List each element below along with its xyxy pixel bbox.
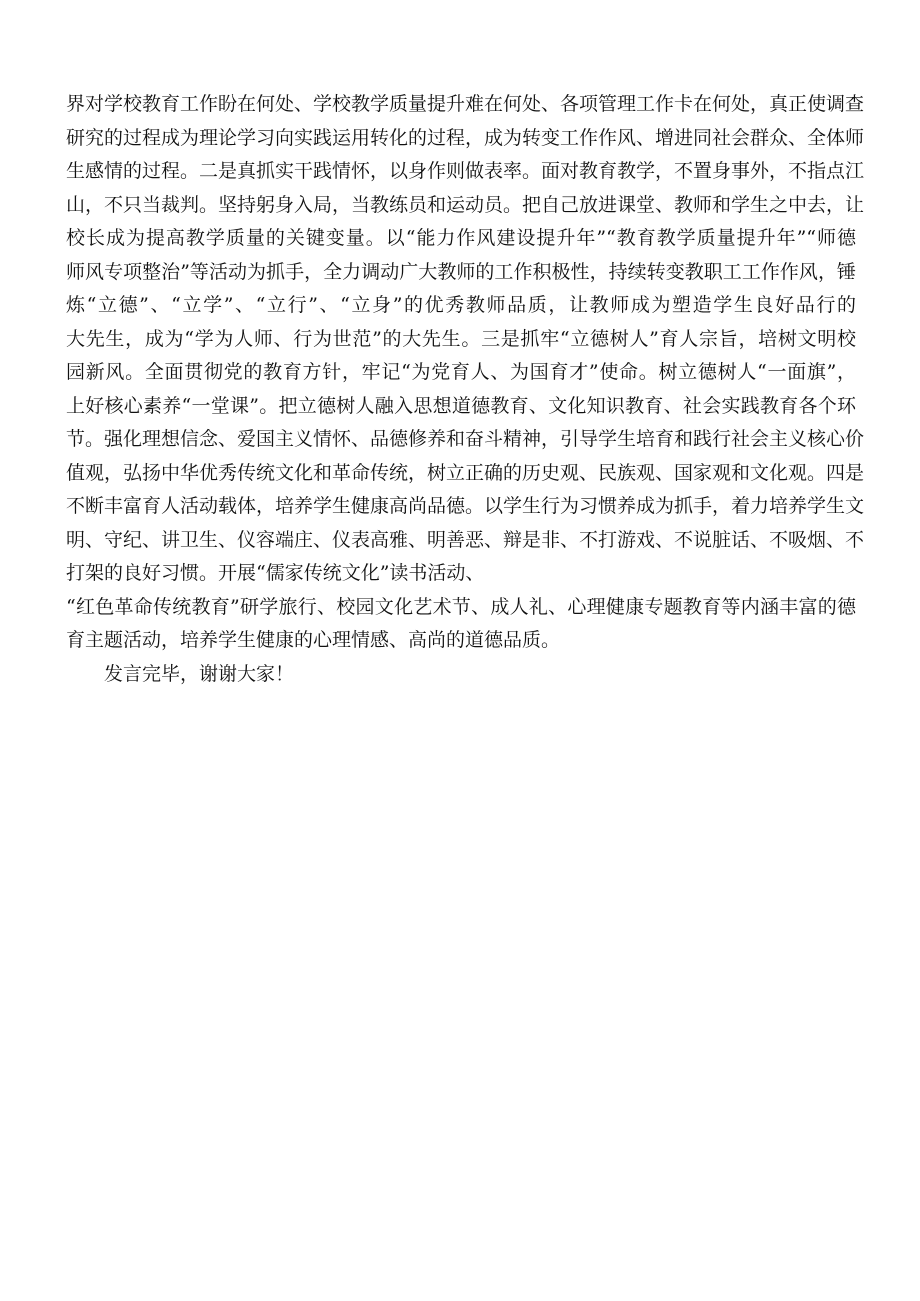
body-line: 大先生，成为“学为人师、行为世范”的大先生。三是抓牢“立德树人”育人宗旨，培树文明校 [66,327,856,350]
body-line: 上好核心素养“一堂课”。把立德树人融入思想道德教育、文化知识教育、社会实践教育各个环 [66,394,856,417]
body-line: 不断丰富育人活动载体，培养学生健康高尚品德。以学生行为习惯养成为抓手，着力培养学生文 [66,495,865,517]
body-line: 值观，弘扬中华优秀传统文化和革命传统，树立正确的历史观、民族观、国家观和文化观。四是 [66,461,865,484]
body-line: 研究的过程成为理论学习向实践运用转化的过程，成为转变工作作风、增进同社会群众、全体师 [66,126,865,149]
closing-remark: 发言完毕，谢谢大家！ [104,662,295,685]
body-line: 园新风。全面贯彻党的教育方针，牢记“为党育人、为国育才”使命。树立德树人“一面旗”， [66,361,856,383]
body-line: 节。强化理想信念、爱国主义情怀、品德修养和奋斗精神，引导学生培育和践行社会主义核心价 [66,428,865,450]
body-line: 界对学校教育工作盼在何处、学校教学质量提升难在何处、各项管理工作卡在何处，真正使调查 [66,93,865,115]
body-line: 打架的良好习惯。开展“儒家传统文化”读书活动、 [66,562,485,584]
body-line: 生感情的过程。二是真抓实干践情怀，以身作则做表率。面对教育教学，不置身事外，不指点江 [66,160,865,182]
body-line: 明、守纪、讲卫生、仪容端庄、仪表高雅、明善恶、辩是非、不打游戏、不说脏话、不吸烟、不 [66,528,865,551]
body-line: 师风专项整治”等活动为抓手，全力调动广大教师的工作积极性，持续转变教职工工作作风，锤 [66,260,856,283]
speech-body [66,88,865,691]
body-line: 炼“立德”、“立学”、“立行”、“立身”的优秀教师品质，让教师成为塑造学生良好品行的 [66,294,856,316]
body-line: “红色革命传统教育”研学旅行、校园文化艺术节、成人礼、心理健康专题教育等内涵丰富的德 [66,595,856,618]
body-line: 校长成为提高教学质量的关键变量。以“能力作风建设提升年”“教育教学质量提升年”“师德 [66,227,856,249]
body-line: 山，不只当裁判。坚持躬身入局，当教练员和运动员。把自己放进课堂、教师和学生之中去，让 [66,193,865,216]
body-line: 育主题活动，培养学生健康的心理情感、高尚的道德品质。 [66,629,561,651]
